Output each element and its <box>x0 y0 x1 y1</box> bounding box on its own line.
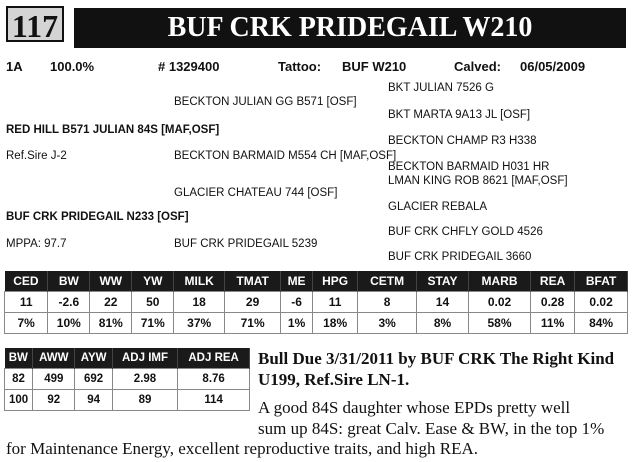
epd-header: HPG <box>313 271 358 292</box>
pedigree-ds: GLACIER CHATEAU 744 [OSF] <box>174 187 338 199</box>
actual-value: 499 <box>33 369 75 390</box>
pedigree-sd: BECKTON BARMAID M554 CH [MAF,OSF] <box>174 150 397 162</box>
comment-line-3: for Maintenance Energy, excellent reproductive traits, and high REA. <box>6 439 479 458</box>
epd-value: 50 <box>132 292 174 313</box>
epd-percentile-row <box>5 313 628 334</box>
actual-ratio: 94 <box>75 390 112 411</box>
epd-header-row <box>5 271 628 292</box>
actual-ratio: 92 <box>33 390 75 411</box>
actual-value-row <box>5 369 250 390</box>
epd-value: 18 <box>174 292 225 313</box>
actual-header-row <box>5 348 250 369</box>
epd-value: 0.02 <box>575 292 628 313</box>
calved-label: Calved: <box>454 59 501 74</box>
epd-percentile: 1% <box>281 313 313 334</box>
actual-header: AYW <box>75 348 112 369</box>
calved-date: 06/05/2009 <box>520 59 586 74</box>
pedigree-dsd: GLACIER REBALA <box>388 201 488 213</box>
pedigree-ddd: BUF CRK PRIDEGAIL 3660 <box>388 251 532 263</box>
bred-headline: Bull Due 3/31/2011 by BUF CRK The Right Kind U199, Ref.Sire LN-1. <box>258 349 615 389</box>
percent-blood: 100.0% <box>50 59 95 74</box>
pedigree-sdd: BECKTON BARMAID H031 HR <box>388 161 550 173</box>
epd-percentile: 11% <box>531 313 575 334</box>
animal-name-banner: BUF CRK PRIDEGAIL W210 <box>74 8 626 48</box>
actual-value: 692 <box>75 369 112 390</box>
actual-header: ADJ REA <box>178 348 250 369</box>
epd-header: WW <box>90 271 132 292</box>
epd-value: 29 <box>225 292 281 313</box>
epd-value: 11 <box>5 292 48 313</box>
epd-percentile: 10% <box>48 313 90 334</box>
epd-value: 0.02 <box>468 292 530 313</box>
epd-value: 11 <box>313 292 358 313</box>
epd-value: 22 <box>90 292 132 313</box>
epd-percentile: 84% <box>575 313 628 334</box>
pedigree-ss: BECKTON JULIAN GG B571 [OSF] <box>174 96 357 108</box>
pedigree-dds: BUF CRK CHFLY GOLD 4526 <box>388 226 543 238</box>
actual-ratio: 114 <box>178 390 250 411</box>
epd-value: 8 <box>358 292 417 313</box>
ref-sire: Ref.Sire J-2 <box>6 150 67 162</box>
pedigree-sss: BKT JULIAN 7526 G <box>388 82 494 94</box>
epd-header: TMAT <box>225 271 281 292</box>
pedigree-sds: BECKTON CHAMP R3 H338 <box>388 135 537 147</box>
epd-header: YW <box>132 271 174 292</box>
epd-header: REA <box>531 271 575 292</box>
epd-value: 0.28 <box>531 292 575 313</box>
comment-line-1: A good 84S daughter whose EPDs pretty well <box>258 398 571 417</box>
pedigree-ssd: BKT MARTA 9A13 JL [OSF] <box>388 109 531 121</box>
epd-percentile: 71% <box>132 313 174 334</box>
epd-percentile: 3% <box>358 313 417 334</box>
epd-header: BW <box>48 271 90 292</box>
epd-table <box>4 271 628 334</box>
actual-value: 82 <box>5 369 33 390</box>
epd-header: ME <box>281 271 313 292</box>
actual-data-table <box>4 348 250 411</box>
epd-header: MARB <box>468 271 530 292</box>
registration-number: # 1329400 <box>158 59 220 74</box>
actual-header: BW <box>5 348 33 369</box>
tattoo-value: BUF W210 <box>342 59 407 74</box>
epd-value: 14 <box>416 292 468 313</box>
epd-value: -6 <box>281 292 313 313</box>
epd-header: MILK <box>174 271 225 292</box>
pedigree-dss: LMAN KING ROB 8621 [MAF,OSF] <box>388 175 568 187</box>
epd-percentile: 58% <box>468 313 530 334</box>
pedigree-dd: BUF CRK PRIDEGAIL 5239 <box>174 238 318 250</box>
epd-percentile: 7% <box>5 313 48 334</box>
epd-percentile: 18% <box>313 313 358 334</box>
epd-percentile: 37% <box>174 313 225 334</box>
actual-header: ADJ IMF <box>112 348 177 369</box>
actual-ratio: 100 <box>5 390 33 411</box>
breed-type: 1A <box>6 59 23 74</box>
lot-number: 117 <box>6 6 64 42</box>
actual-ratio: 89 <box>112 390 177 411</box>
tattoo-label: Tattoo: <box>278 59 322 74</box>
actual-ratio-row <box>5 390 250 411</box>
epd-value: -2.6 <box>48 292 90 313</box>
comment-line-2: sum up 84S: great Calv. Ease & BW, in the top 1% <box>258 419 605 438</box>
epd-value-row <box>5 292 628 313</box>
epd-header: CETM <box>358 271 417 292</box>
epd-percentile: 81% <box>90 313 132 334</box>
epd-header: BFAT <box>575 271 628 292</box>
actual-value: 2.98 <box>112 369 177 390</box>
pedigree-dam: BUF CRK PRIDEGAIL N233 [OSF] <box>6 211 189 223</box>
pedigree-sire: RED HILL B571 JULIAN 84S [MAF,OSF] <box>6 124 220 136</box>
epd-percentile: 8% <box>416 313 468 334</box>
actual-value: 8.76 <box>178 369 250 390</box>
epd-header: STAY <box>416 271 468 292</box>
actual-header: AWW <box>33 348 75 369</box>
epd-percentile: 71% <box>225 313 281 334</box>
mppa: MPPA: 97.7 <box>6 238 67 250</box>
epd-header: CED <box>5 271 48 292</box>
